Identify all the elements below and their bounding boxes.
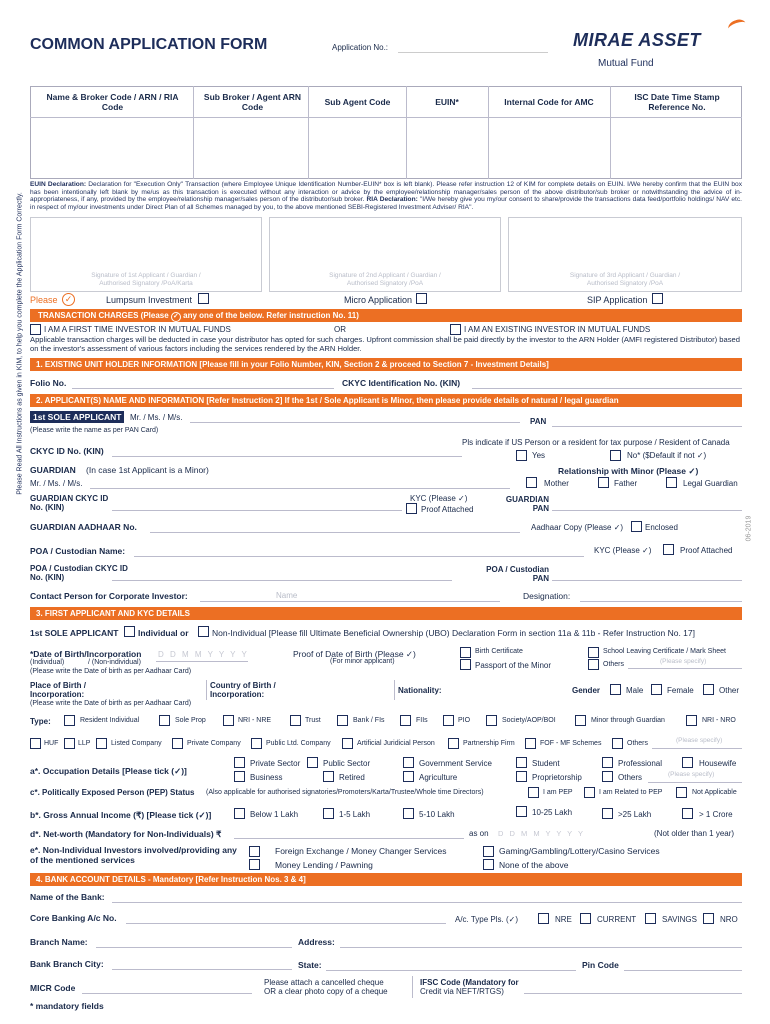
ckyc-id-input[interactable] — [112, 456, 462, 457]
kyc-please-label: KYC (Please ✓) — [410, 494, 468, 503]
occupation-label: a*. Occupation Details [Please tick (✓)] — [30, 766, 187, 776]
type-others-label: Others — [627, 740, 649, 747]
poa-pan-input[interactable] — [552, 580, 742, 581]
section1-bar: 1. EXISTING UNIT HOLDER INFORMATION [Please fill in your Folio Number, KIN, Section 2 & proceed to Section 7 - Investment Details] — [30, 358, 742, 371]
type-nri-nro-checkbox[interactable] — [686, 715, 697, 726]
type-others-input[interactable] — [652, 748, 742, 749]
guardian-kyc-checkbox[interactable] — [406, 503, 417, 514]
nro-label: NRO — [720, 915, 738, 924]
signature-label-2: Signature of 2nd Applicant / Guardian / Authorised Signatory /PoA — [329, 272, 441, 287]
signature-label-3: Signature of 3rd Applicant / Guardian / Authorised Signatory /PoA — [569, 272, 681, 287]
sole-applicant-label: 1st SOLE APPLICANT — [30, 411, 124, 423]
mother-label: Mother — [544, 479, 569, 488]
type-nri-nre-label: NRI - NRE — [238, 717, 272, 724]
other-gender-checkbox[interactable] — [703, 684, 714, 695]
ifsc-input[interactable] — [524, 993, 742, 994]
type-partnership-label: Partnership Firm — [463, 740, 515, 747]
proof-minor-note: (For minor applicant) — [330, 658, 395, 665]
occ-private-checkbox[interactable] — [234, 757, 245, 768]
occ-business-label: Business — [250, 773, 283, 782]
current-checkbox[interactable] — [580, 913, 591, 924]
form-version: 06-2019 — [745, 515, 753, 542]
birth-cert-checkbox[interactable] — [460, 647, 471, 658]
folio-input[interactable] — [72, 388, 334, 389]
dob-placeholder[interactable]: D D M M Y Y Y Y — [158, 650, 249, 659]
occ-housewife-label: Housewife — [699, 759, 737, 768]
pep-label: c*. Politically Exposed Person (PEP) Status — [30, 788, 195, 797]
guardian-pan-label: GUARDIAN PAN — [505, 495, 549, 513]
type-nri-nre-checkbox[interactable] — [223, 715, 234, 726]
type-sole-prop-label: Sole Prop — [175, 717, 206, 724]
legal-guardian-checkbox[interactable] — [666, 477, 677, 488]
pep-na-label: Not Applicable — [692, 789, 737, 796]
pep-na-checkbox[interactable] — [676, 787, 687, 798]
application-no-line — [398, 52, 548, 53]
type-resident-individual-checkbox[interactable] — [64, 715, 75, 726]
existing-investor-checkbox[interactable] — [450, 324, 461, 335]
col-sub-broker: Sub Broker / Agent ARN Code — [203, 92, 302, 112]
first-time-investor-label: I AM A FIRST TIME INVESTOR IN MUTUAL FUNDS — [44, 325, 231, 334]
pan-name-note: (Please write the name as per PAN Card) — [30, 427, 159, 434]
contact-person-label: Contact Person for Corporate Investor: — [30, 591, 188, 601]
income-1-5-checkbox[interactable] — [323, 808, 334, 819]
type-bank-label: Bank / FIs — [353, 717, 385, 724]
income-below1-checkbox[interactable] — [234, 808, 245, 819]
brand-name: MIRAE ASSET — [573, 30, 701, 50]
guardian-name-input[interactable] — [90, 488, 510, 489]
pin-code-input[interactable] — [624, 970, 742, 971]
school-cert-checkbox[interactable] — [588, 647, 599, 658]
state-label: State: — [298, 960, 322, 970]
type-others-checkbox[interactable] — [612, 738, 623, 749]
occ-business-checkbox[interactable] — [234, 771, 245, 782]
occ-housewife-checkbox[interactable] — [682, 757, 693, 768]
money-lending-checkbox[interactable] — [249, 859, 260, 870]
none-above-label: None of the above — [499, 860, 569, 870]
type-trust-label: Trust — [305, 717, 321, 724]
type-pio-label: PIO — [458, 717, 471, 724]
core-banking-input[interactable] — [126, 923, 446, 924]
transaction-charges-note: Applicable transaction charges will be deducted in case your distributor has opted for such charges. Upfront commission shall be paid directly by the investor to the ARN Holder (AMFI registered Distributor) based on the investor's assessment of various factors including the services rendered by the ARN Holder. — [30, 335, 740, 353]
ckyc-id-label: CKYC ID No. (KIN) — [30, 446, 104, 456]
section2-bar: 2. APPLICANT(S) NAME AND INFORMATION [Refer Instruction 2] If the 1st / Sole Applicant is Minor, then please provide details of natural / legal guardian — [30, 394, 742, 407]
euin-declaration: EUIN Declaration: Declaration for "Execution Only" Transaction (where Employee Unique Identification Number-EUIN* box is left blank). Please refer instruction 12 of KIM for complete details on EUIN. I/We hereby confirm that the EUIN box has been intentionally left blank by me/us as this transaction is executed without any interaction or advice by the employee/relationship manager/sales person of the above distributor/sub broker or notwithstanding the advice of in-appropriateness, if any, provided by the employee/relationship manager/sales person of the distributor/sub broker. RIA Declaration: "I/We hereby give you my/our consent to share/provide the transactions data feed/portfolio holdings/ NAV etc. in respect of my/our investments under Direct Plan of all Schemes managed by you, to the above mentioned SEBI-Registered Investment Adviser/ RIA". — [30, 181, 742, 211]
passport-checkbox[interactable] — [460, 659, 471, 670]
guardian-minor-note: (In case 1st Applicant is a Minor) — [86, 465, 209, 475]
father-label: Father — [614, 479, 638, 488]
savings-checkbox[interactable] — [645, 913, 656, 924]
type-fof-checkbox[interactable] — [525, 738, 536, 749]
income-1-5-label: 1-5 Lakh — [339, 810, 371, 819]
poa-ckyc-input[interactable] — [112, 580, 452, 581]
occ-govt-label: Government Service — [419, 759, 492, 768]
country-birth-label: Country of Birth / Incorporation: — [210, 681, 276, 699]
input-euin[interactable] — [407, 118, 487, 178]
type-public-label: Public Ltd. Company — [266, 740, 331, 747]
forex-label: Foreign Exchange / Money Changer Services — [275, 846, 447, 856]
type-fiis-checkbox[interactable] — [400, 715, 411, 726]
occ-others-checkbox[interactable] — [602, 771, 613, 782]
pep-related-label: I am Related to PEP — [599, 789, 663, 796]
us-person-no-checkbox[interactable] — [610, 450, 621, 461]
non-individual-checkbox[interactable] — [198, 626, 209, 637]
tick-circle-icon: ✓ — [62, 293, 75, 306]
income-25-label: >25 Lakh — [618, 810, 652, 819]
occ-others-input[interactable] — [648, 782, 742, 783]
dob-aadhaar-note: (Please write the Date of birth as per Aadhaar Card) — [30, 668, 192, 675]
type-partnership-checkbox[interactable] — [448, 738, 459, 749]
occ-retired-checkbox[interactable] — [323, 771, 334, 782]
individual-checkbox[interactable] — [124, 626, 135, 637]
section4-bar: 4. BANK ACCOUNT DETAILS - Mandatory [Refer Instruction Nos. 3 & 4] — [30, 873, 742, 886]
networth-label: d*. Net-worth (Mandatory for Non-Individuals) ₹ — [30, 829, 222, 839]
occ-agriculture-checkbox[interactable] — [403, 771, 414, 782]
mandatory-footer: * mandatory fields — [30, 1001, 104, 1011]
application-no-label: Application No.: — [332, 43, 389, 52]
pin-code-label: Pin Code — [582, 960, 619, 970]
cheque-note: Please attach a cancelled cheque OR a clear photo copy of a cheque — [264, 978, 388, 996]
type-pio-checkbox[interactable] — [443, 715, 454, 726]
first-time-investor-checkbox[interactable] — [30, 324, 41, 335]
networth-input[interactable] — [234, 838, 464, 839]
ifsc-label: IFSC Code (Mandatory for Credit via NEFT/RTGS) — [420, 978, 519, 996]
guardian-label: GUARDIAN — [30, 465, 76, 475]
income-5-10-label: 5-10 Lakh — [419, 810, 455, 819]
bank-name-label: Name of the Bank: — [30, 892, 105, 902]
birth-cert-label: Birth Certificate — [475, 648, 523, 655]
occ-professional-label: Professional — [618, 759, 663, 768]
guardian-pan-input[interactable] — [552, 510, 742, 511]
type-minor-guardian-checkbox[interactable] — [575, 715, 586, 726]
not-older-label: (Not older than 1 year) — [654, 829, 735, 838]
input-sub-broker[interactable] — [194, 118, 307, 178]
type-fof-label: FOF - MF Schemes — [540, 740, 602, 747]
aadhaar-enclosed-checkbox[interactable] — [631, 521, 642, 532]
pep-note: (Also applicable for authorised signatories/Promoters/Karta/Trustee/Whole time Directors) — [206, 789, 484, 796]
income-1cr-checkbox[interactable] — [682, 808, 693, 819]
poa-kyc-label: KYC (Please ✓) — [594, 546, 652, 555]
occ-public-label: Public Sector — [323, 759, 371, 768]
dob-non-individual: / (Non-individual) — [88, 659, 141, 666]
occ-professional-checkbox[interactable] — [602, 757, 613, 768]
relationship-label: Relationship with Minor (Please ✓) — [558, 466, 699, 476]
sole-applicant-3-label: 1st SOLE APPLICANT — [30, 628, 119, 638]
income-label: b*. Gross Annual Income (₹) [Please tick (✓)] — [30, 810, 212, 820]
poa-kyc-checkbox[interactable] — [663, 544, 674, 555]
enclosed-label: Enclosed — [645, 523, 678, 532]
pan-label: PAN — [530, 417, 547, 426]
type-huf-checkbox[interactable] — [30, 738, 41, 749]
income-25-checkbox[interactable] — [602, 808, 613, 819]
occ-student-label: Student — [532, 759, 560, 768]
address-label: Address: — [298, 937, 335, 947]
transaction-charges-bar: TRANSACTION CHARGES (Please ✓ any one of the below. Refer instruction No. 11) — [30, 309, 742, 322]
address-input[interactable] — [340, 947, 742, 948]
passport-label: Passport of the Minor — [475, 661, 552, 670]
guardian-ckyc-label: GUARDIAN CKYC ID No. (KIN) — [30, 494, 109, 512]
branch-city-input[interactable] — [112, 969, 292, 970]
brand-swoosh-icon — [726, 17, 747, 34]
micr-input[interactable] — [82, 993, 252, 994]
place-birth-label: Place of Birth / Incorporation: — [30, 681, 87, 699]
type-llp-checkbox[interactable] — [64, 738, 75, 749]
others-proof-checkbox[interactable] — [588, 659, 599, 670]
type-minor-guardian-label: Minor through Guardian — [591, 717, 665, 724]
bank-name-input[interactable] — [112, 902, 742, 903]
core-banking-label: Core Banking A/c No. — [30, 913, 117, 923]
lumpsum-label: Lumpsum Investment — [106, 295, 193, 305]
ac-type-label: A/c. Type Pls. (✓) — [455, 915, 519, 924]
gaming-checkbox[interactable] — [483, 846, 494, 857]
guardian-ckyc-input[interactable] — [112, 510, 402, 511]
occ-proprietorship-label: Proprietorship — [532, 773, 582, 782]
col-isc-stamp: ISC Date Time Stamp Reference No. — [634, 92, 720, 112]
gender-label: Gender — [572, 686, 601, 695]
others-specify: (Please specify) — [660, 658, 707, 665]
occ-retired-label: Retired — [339, 773, 365, 782]
as-on-date-placeholder[interactable]: D D M M Y Y Y Y — [498, 829, 585, 838]
branch-name-input[interactable] — [96, 947, 292, 948]
brand-logo — [573, 30, 701, 51]
others-proof-input[interactable] — [628, 668, 742, 669]
type-fiis-label: FIIs — [416, 717, 428, 724]
signature-label-1: Signature of 1st Applicant / Guardian / Authorised Signatory /PoA/Karta — [91, 272, 201, 287]
micro-app-label: Micro Application — [344, 295, 413, 305]
contact-name-input[interactable] — [200, 601, 500, 602]
nationality-label: Nationality: — [398, 686, 442, 695]
type-trust-checkbox[interactable] — [290, 715, 301, 726]
type-nri-nro-label: NRI - NRO — [702, 717, 736, 724]
poa-pan-label: POA / Custodian PAN — [486, 565, 549, 583]
dob-aadhaar-note-2: (Please write the Date of birth as per Aadhaar Card) — [30, 700, 192, 707]
yes-label: Yes — [532, 451, 546, 460]
no-label: No* ($Default if not ✓) — [627, 451, 707, 460]
type-private-checkbox[interactable] — [172, 738, 183, 749]
state-input[interactable] — [326, 970, 576, 971]
income-10-25-label: 10-25 Lakh — [532, 808, 573, 817]
income-1cr-label: > 1 Crore — [699, 810, 733, 819]
guardian-salutation: Mr. / Ms. / M/s. — [30, 479, 83, 488]
branch-name-label: Branch Name: — [30, 937, 88, 947]
type-public-checkbox[interactable] — [251, 738, 262, 749]
income-10-25-checkbox[interactable] — [516, 806, 527, 817]
poa-ckyc-label: POA / Custodian CKYC ID No. (KIN) — [30, 564, 128, 582]
micr-label: MICR Code — [30, 983, 76, 993]
occ-private-label: Private Sector — [250, 759, 301, 768]
type-label: Type: — [30, 717, 51, 726]
applicant-name-input[interactable] — [190, 422, 520, 423]
folio-label: Folio No. — [30, 378, 67, 388]
pan-input[interactable] — [552, 426, 742, 427]
section3-bar: 3. FIRST APPLICANT AND KYC DETAILS — [30, 607, 742, 620]
col-internal-code: Internal Code for AMC — [504, 97, 594, 107]
legal-guardian-label: Legal Guardian — [683, 479, 738, 488]
as-on-label: as on — [469, 829, 489, 838]
type-others-specify: (Please specify) — [676, 737, 723, 744]
input-internal-code[interactable] — [489, 118, 609, 178]
savings-label: SAVINGS — [662, 915, 697, 924]
none-above-checkbox[interactable] — [483, 859, 494, 870]
aadhaar-copy-label: Aadhaar Copy (Please ✓) — [531, 523, 624, 532]
non-individual-services-label: e*. Non-Individual Investors involved/providing any of the mentioned services — [30, 845, 237, 865]
pep-i-am-label: I am PEP — [543, 789, 573, 796]
nre-checkbox[interactable] — [538, 913, 549, 924]
brand-subtitle: Mutual Fund — [598, 58, 654, 69]
side-instruction-note: Please Read All Instructions as given in KIM, to help you complete the Application Form Correctly. — [16, 192, 24, 495]
type-listed-label: Listed Company — [111, 740, 162, 747]
poa-name-input[interactable] — [134, 556, 584, 557]
income-5-10-checkbox[interactable] — [403, 808, 414, 819]
occ-proprietorship-checkbox[interactable] — [516, 771, 527, 782]
other-gender-label: Other — [719, 686, 740, 695]
micro-app-checkbox[interactable] — [416, 293, 427, 304]
designation-input[interactable] — [580, 601, 742, 602]
type-sole-prop-checkbox[interactable] — [159, 715, 170, 726]
father-checkbox[interactable] — [598, 477, 609, 488]
proof-dob-label: Proof of Date of Birth (Please ✓) — [293, 649, 416, 659]
please-tick-label: Please — [30, 295, 58, 305]
sip-checkbox[interactable] — [652, 293, 663, 304]
type-private-label: Private Company — [187, 740, 241, 747]
male-label: Male — [626, 686, 644, 695]
nre-label: NRE — [555, 915, 572, 924]
tick-circle-icon: ✓ — [171, 312, 181, 322]
proof-attached-label: Proof Attached — [421, 505, 474, 514]
sip-label: SIP Application — [587, 295, 648, 305]
money-lending-label: Money Lending / Pawning — [275, 860, 373, 870]
guardian-aadhaar-input[interactable] — [150, 532, 520, 533]
poa-proof-label: Proof Attached — [680, 546, 733, 555]
ckyc-kin-label: CKYC Identification No. (KIN) — [342, 378, 461, 388]
existing-investor-label: I AM AN EXISTING INVESTOR IN MUTUAL FUNDS — [464, 325, 651, 334]
col-sub-agent: Sub Agent Code — [324, 97, 391, 107]
form-title: COMMON APPLICATION FORM — [30, 36, 268, 53]
designation-label: Designation: — [523, 591, 571, 601]
occ-public-checkbox[interactable] — [307, 757, 318, 768]
us-person-yes-checkbox[interactable] — [516, 450, 527, 461]
type-bank-checkbox[interactable] — [337, 715, 348, 726]
dob-label: *Date of Birth/Incorporation — [30, 649, 142, 659]
occ-agriculture-label: Agriculture — [419, 773, 458, 782]
type-llp-label: LLP — [78, 740, 91, 747]
type-listed-checkbox[interactable] — [96, 738, 107, 749]
salutation-label: Mr. / Ms. / M/s. — [130, 413, 183, 422]
pep-checkbox[interactable] — [528, 787, 539, 798]
current-label: CURRENT — [597, 915, 637, 924]
type-huf-label: HUF — [44, 740, 59, 747]
us-person-label: Pls indicate if US Person or a resident for tax purpose / Resident of Canada — [462, 438, 730, 447]
individual-label: Individual or — [138, 628, 189, 638]
type-society-label: Society/AOP/BOI — [502, 717, 556, 724]
lumpsum-checkbox[interactable] — [198, 293, 209, 304]
guardian-aadhaar-label: GUARDIAN AADHAAR No. — [30, 522, 137, 532]
occ-others-label: Others — [618, 773, 643, 782]
female-checkbox[interactable] — [651, 684, 662, 695]
income-below1-label: Below 1 Lakh — [250, 810, 299, 819]
type-society-checkbox[interactable] — [486, 715, 497, 726]
ckyc-kin-input[interactable] — [472, 388, 742, 389]
type-ajp-label: Artificial Juridicial Person — [357, 740, 435, 747]
occ-others-specify: (Please specify) — [668, 771, 715, 778]
others-proof-label: Others — [603, 661, 625, 668]
male-checkbox[interactable] — [610, 684, 621, 695]
occ-govt-checkbox[interactable] — [403, 757, 414, 768]
occ-student-checkbox[interactable] — [516, 757, 527, 768]
forex-checkbox[interactable] — [249, 846, 260, 857]
mother-checkbox[interactable] — [526, 477, 537, 488]
nro-checkbox[interactable] — [703, 913, 714, 924]
pep-related-checkbox[interactable] — [584, 787, 595, 798]
type-resident-individual-label: Resident Individual — [80, 717, 140, 724]
branch-city-label: Bank Branch City: — [30, 959, 104, 969]
col-euin: EUIN* — [435, 97, 459, 107]
school-cert-label: School Leaving Certificate / Mark Sheet — [603, 648, 726, 655]
non-individual-label: Non-Individual [Please fill Ultimate Beneficial Ownership (UBO) Declaration Form in section 11a & 11b - Refer Instruction No. 17] — [212, 628, 695, 638]
input-broker-code[interactable] — [31, 118, 192, 178]
dob-input[interactable] — [156, 661, 248, 662]
female-label: Female — [667, 686, 694, 695]
gaming-label: Gaming/Gambling/Lottery/Casino Services — [499, 846, 660, 856]
col-broker-code: Name & Broker Code / ARN / RIA Code — [46, 92, 179, 112]
contact-name-placeholder: Name — [276, 591, 298, 600]
or-label: OR — [334, 325, 346, 334]
type-ajp-checkbox[interactable] — [342, 738, 353, 749]
dob-individual: (Individual) — [30, 659, 65, 666]
input-sub-agent[interactable] — [309, 118, 405, 178]
poa-name-label: POA / Custodian Name: — [30, 546, 126, 556]
